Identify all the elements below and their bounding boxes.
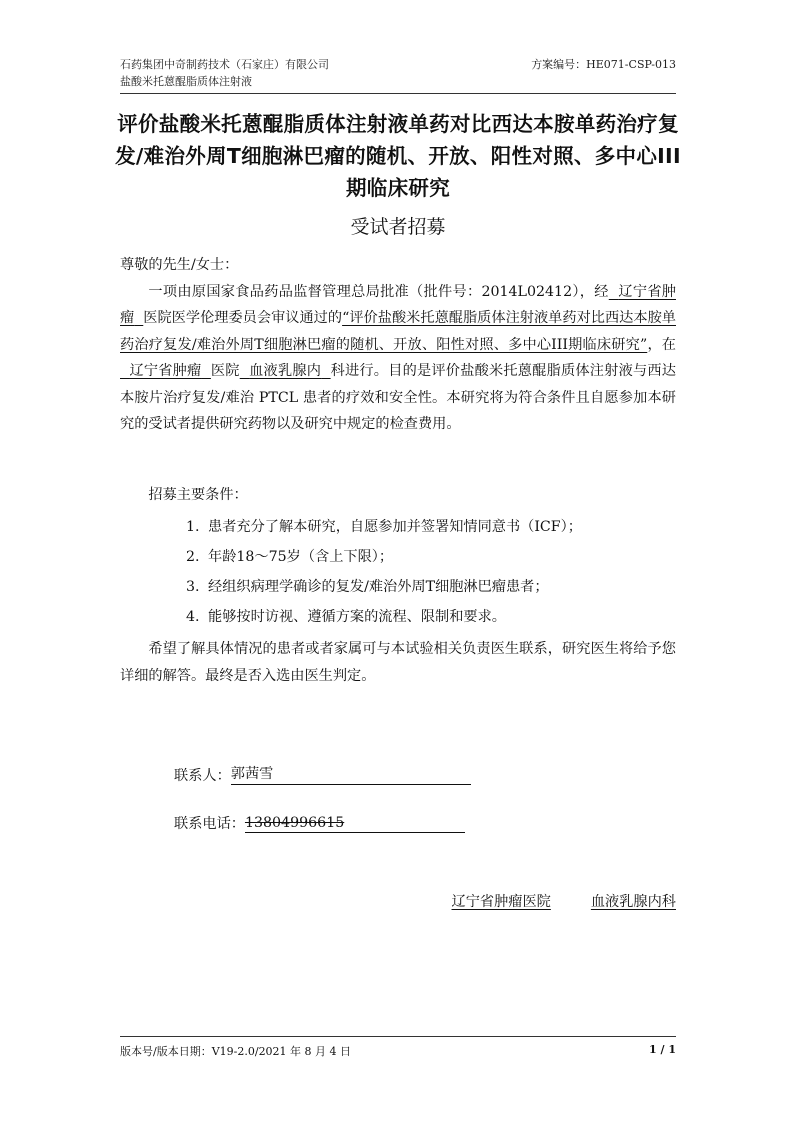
page-footer	[120, 1036, 676, 1059]
contact-person-name: 郭茜雪	[230, 766, 274, 782]
footer-version: 版本号/版本日期：V19-2.0/2021 年 8 月 4 日	[120, 1045, 352, 1058]
criteria-item: 4. 能够按时访视、遵循方案的流程、限制和要求。	[204, 602, 676, 632]
signature-hospital: 辽宁省肿瘤医院	[451, 894, 551, 910]
criteria-heading: 招募主要条件：	[148, 486, 248, 503]
intro-text-4: 医院	[210, 363, 240, 379]
contact-phone-number: 13804996615	[244, 815, 345, 831]
intro-text-3: ，在	[647, 336, 676, 353]
header-product: 盐酸米托蒽醌脂质体注射液	[120, 75, 252, 88]
contact-phone-label: 联系电话：	[174, 816, 245, 832]
footer-page-number: 1 / 1	[649, 1043, 676, 1056]
criteria-item: 2. 年龄18～75岁（含上下限）；	[204, 542, 676, 572]
criteria-item: 3. 经组织病理学确诊的复发/难治外周T细胞淋巴瘤患者；	[204, 572, 676, 602]
intro-paragraph	[120, 279, 676, 438]
contact-person-row	[174, 764, 471, 785]
contact-person-label: 联系人：	[174, 768, 231, 784]
intro-text-1: 一项由原国家食品药品监督管理总局批准（批件号：2014L02412），经	[148, 283, 609, 300]
contact-person-field	[231, 764, 471, 785]
study-title-reference: “评价盐酸米托蒽醌脂质体注射液单药对比西达本胺单药治疗复发/难治外周T细胞淋巴瘤的随机、开放、阳性对照、多中心III期临床研究”	[120, 310, 676, 353]
document-title: 评价盐酸米托蒽醌脂质体注射液单药对比西达本胺单药治疗复发/难治外周T细胞淋巴瘤的随机、开放、阳性对照、多中心III期临床研究	[115, 112, 681, 200]
document-body	[120, 252, 676, 689]
page-header	[120, 56, 676, 94]
intro-text-5: 科进行。目的是评价盐酸米托蒽醌脂质体注射液与西达本胺片治疗复发/难治 PTCL 患者的疗效和安全性。本研究将为符合条件且自愿参加本研究的受试者提供研究药物以及研究中规定的检查费用。	[120, 363, 676, 432]
header-company: 石药集团中奇制药技术（石家庄）有限公司	[120, 58, 329, 71]
site-department-name: 血液乳腺内	[249, 363, 322, 379]
document-subtitle: 受试者招募	[350, 216, 446, 238]
contact-phone-field	[245, 812, 465, 833]
criteria-item: 1. 患者充分了解本研究，自愿参加并签署知情同意书（ICF）；	[204, 512, 676, 542]
criteria-list	[120, 512, 676, 632]
signature-department: 血液乳腺内科	[590, 894, 676, 910]
closing-paragraph: 希望了解具体情况的患者或者家属可与本试验相关负责医生联系，研究医生将给予您详细的解答。最终是否入选由医生判定。	[120, 641, 676, 684]
salutation: 尊敬的先生/女士：	[120, 257, 239, 273]
site-hospital-name: 辽宁省肿瘤	[129, 363, 202, 379]
intro-text-2: 医院医学伦理委员会审议通过的	[143, 310, 343, 326]
signature-block	[120, 891, 676, 911]
contact-phone-row	[174, 812, 465, 833]
header-protocol-number: 方案编号：HE071-CSP-013	[531, 58, 676, 71]
ethics-hospital-name: 辽宁省肿瘤	[120, 283, 676, 326]
